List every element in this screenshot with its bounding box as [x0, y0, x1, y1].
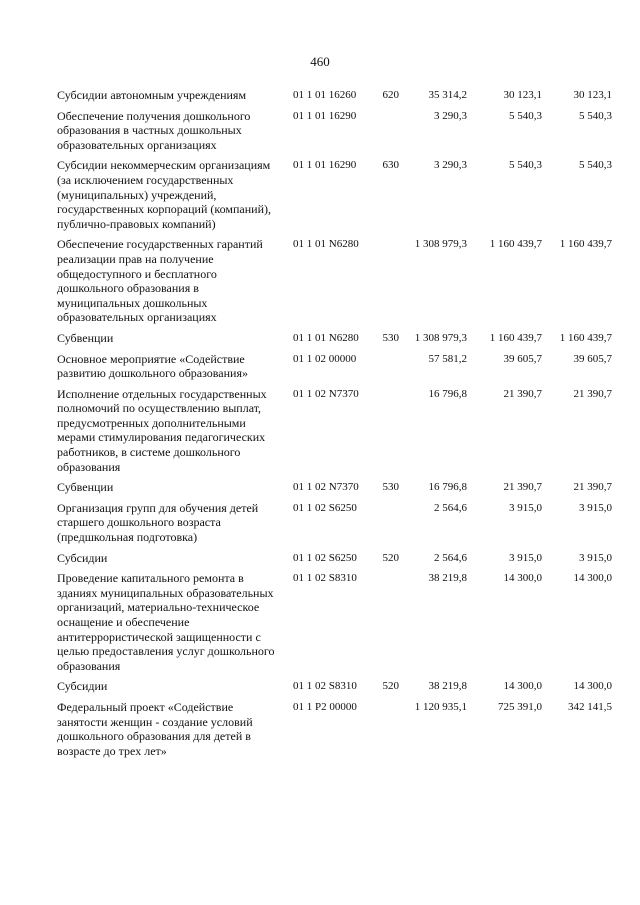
- row-amount-year3: 14 300,0: [573, 572, 612, 585]
- row-code: 01 1 02 S8310: [293, 572, 357, 585]
- row-amount-year3: 1 160 439,7: [559, 238, 612, 251]
- table-row: [57, 551, 617, 566]
- row-amount-year3: 5 540,3: [579, 109, 612, 122]
- row-amount-year3: 3 915,0: [579, 501, 612, 514]
- row-name: Обеспечение получения дошкольного образования в частных дошкольных образовательных организациях: [57, 108, 251, 152]
- row-code: 01 1 01 N6280: [293, 238, 359, 251]
- row-amount-year2: 39 605,7: [503, 352, 542, 365]
- row-amount-year2: 3 915,0: [509, 501, 542, 514]
- table-row: [57, 387, 617, 475]
- table-row: [57, 352, 617, 381]
- table-row: [57, 501, 617, 545]
- row-expense-type: 520: [382, 680, 399, 693]
- row-amount-year2: 3 915,0: [509, 551, 542, 564]
- row-amount-year2: 14 300,0: [503, 572, 542, 585]
- row-amount-year1: 1 308 979,3: [414, 238, 467, 251]
- table-row: [57, 88, 617, 103]
- page-number: 460: [310, 54, 330, 69]
- row-name: Организация групп для обучения детей старшего дошкольного возраста (предшкольная подготовка): [57, 500, 259, 545]
- row-amount-year3: 5 540,3: [579, 159, 612, 172]
- row-expense-type: 530: [382, 331, 399, 344]
- row-amount-year1: 1 120 935,1: [414, 700, 467, 713]
- row-code: 01 1 01 16260: [293, 89, 357, 101]
- row-amount-year2: 5 540,3: [509, 159, 542, 172]
- row-code: 01 1 P2 00000: [293, 700, 357, 713]
- row-amount-year1: 38 219,8: [428, 572, 467, 585]
- table-row: [57, 480, 617, 495]
- row-expense-type: 620: [382, 89, 399, 101]
- row-expense-type: 520: [382, 551, 399, 564]
- row-name: Субсидии: [57, 679, 108, 694]
- row-name: Субвенции: [57, 480, 114, 495]
- row-amount-year2: 725 391,0: [498, 700, 542, 713]
- row-name: Федеральный проект «Содействие занятости женщин - создание условий дошкольного образования для детей в возрасте до трех лет»: [57, 699, 253, 758]
- row-amount-year3: 1 160 439,7: [559, 331, 612, 344]
- row-amount-year1: 3 290,3: [434, 159, 467, 172]
- row-name: Субвенции: [57, 330, 114, 345]
- budget-table: [57, 88, 617, 764]
- table-row: [57, 679, 617, 694]
- row-amount-year2: 1 160 439,7: [489, 331, 542, 344]
- row-amount-year1: 38 219,8: [428, 680, 467, 693]
- row-amount-year3: 342 141,5: [568, 700, 612, 713]
- table-row: [57, 700, 617, 758]
- row-code: 01 1 01 16290: [293, 109, 357, 122]
- row-amount-year3: 39 605,7: [573, 352, 612, 365]
- row-code: 01 1 02 N7370: [293, 387, 359, 400]
- row-name: Проведение капитального ремонта в зданиях муниципальных образовательных организаций, материально-техническое оснащение и обеспечение антитеррористической защищенности с целью предоставления услуг дошкольного образования: [57, 571, 275, 673]
- row-amount-year3: 21 390,7: [573, 387, 612, 400]
- row-name: Субсидии автономным учреждениям: [57, 88, 247, 102]
- row-code: 01 1 02 S6250: [293, 501, 357, 514]
- table-row: [57, 331, 617, 346]
- row-amount-year2: 14 300,0: [503, 680, 542, 693]
- row-amount-year3: 14 300,0: [573, 680, 612, 693]
- row-amount-year1: 2 564,6: [434, 551, 467, 564]
- row-amount-year1: 16 796,8: [428, 481, 467, 494]
- table-row: [57, 158, 617, 231]
- row-amount-year1: 57 581,2: [428, 352, 467, 365]
- row-amount-year2: 30 123,1: [503, 89, 542, 101]
- row-amount-year1: 2 564,6: [434, 501, 467, 514]
- row-amount-year2: 1 160 439,7: [489, 238, 542, 251]
- row-expense-type: 530: [382, 481, 399, 494]
- row-amount-year2: 5 540,3: [509, 109, 542, 122]
- row-name: Исполнение отдельных государственных полномочий по осуществлению выплат, предусмотренных дополнительными мерами стимулирования педагогических работников, в системе дошкольного образования: [57, 386, 267, 474]
- row-name: Основное мероприятие «Содействие развитию дошкольного образования»: [57, 351, 248, 381]
- row-amount-year3: 30 123,1: [573, 89, 612, 101]
- row-amount-year2: 21 390,7: [503, 387, 542, 400]
- row-code: 01 1 02 00000: [293, 352, 357, 365]
- row-code: 01 1 02 S6250: [293, 551, 357, 564]
- table-row: [57, 237, 617, 325]
- row-amount-year3: 3 915,0: [579, 551, 612, 564]
- row-name: Субсидии: [57, 550, 108, 565]
- row-name: Субсидии некоммерческим организациям (за исключением государственных (муниципальных) учреждений, государственных корпораций (компаний), публично-правовых компаний): [57, 158, 271, 231]
- row-amount-year2: 21 390,7: [503, 481, 542, 494]
- table-row: [57, 109, 617, 153]
- row-expense-type: 630: [382, 159, 399, 172]
- row-amount-year1: 16 796,8: [428, 387, 467, 400]
- row-amount-year1: 3 290,3: [434, 109, 467, 122]
- row-name: Обеспечение государственных гарантий реализации прав на получение общедоступного и бесплатного дошкольного образования в муниципальных дошкольных образовательных организациях: [57, 237, 263, 325]
- row-amount-year1: 35 314,2: [428, 89, 467, 101]
- row-amount-year3: 21 390,7: [573, 481, 612, 494]
- row-code: 01 1 01 N6280: [293, 331, 359, 344]
- row-code: 01 1 02 N7370: [293, 481, 359, 494]
- row-amount-year1: 1 308 979,3: [414, 331, 467, 344]
- row-code: 01 1 01 16290: [293, 159, 357, 172]
- table-row: [57, 571, 617, 673]
- row-code: 01 1 02 S8310: [293, 680, 357, 693]
